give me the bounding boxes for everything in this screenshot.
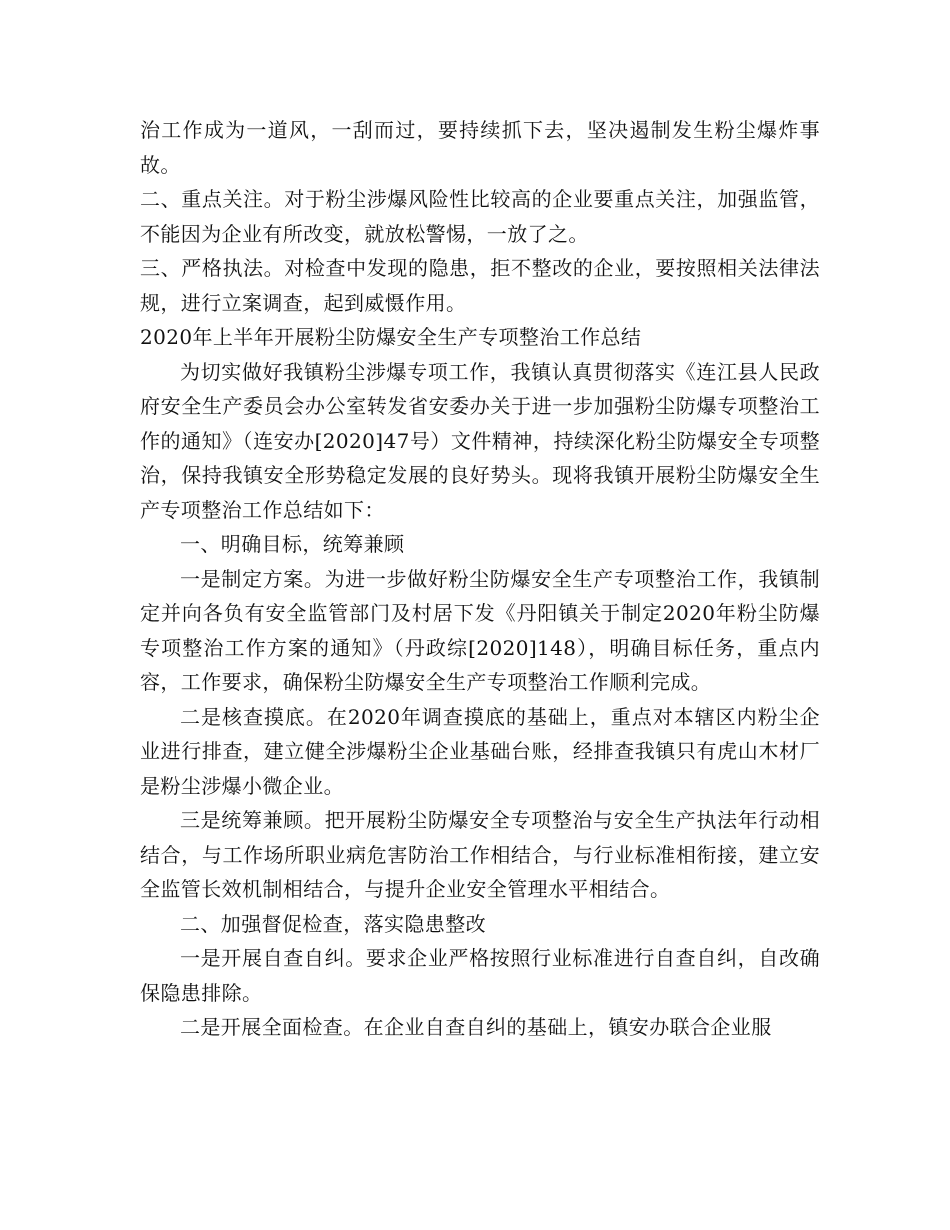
paragraph-survey: 二是核查摸底。在2020年调查摸底的基础上，重点对本辖区内粉尘企业进行排查，建立健全涉爆粉尘企业基础台账，经排查我镇只有虎山木材厂是粉尘涉爆小微企业。	[140, 704, 820, 798]
paragraph-self-check: 一是开展自查自纠。要求企业严格按照行业标准进行自查自纠，自改确保隐患排除。	[140, 946, 820, 1005]
paragraph-3: 三、严格执法。对检查中发现的隐患，拒不整改的企业，要按照相关法律法规，进行立案调查，起到威慑作用。	[140, 256, 820, 315]
document-body	[140, 113, 820, 1045]
heading-2: 二、加强督促检查，落实隐患整改	[180, 911, 486, 936]
paragraph-intro: 为切实做好我镇粉尘涉爆专项工作，我镇认真贯彻落实《连江县人民政府安全生产委员会办公室转发省安委办关于进一步加强粉尘防爆专项整治工作的通知》（连安办[2020]47号）文件精神，持续深化粉尘防爆安全专项整治，保持我镇安全形势稳定发展的良好势头。现将我镇开展粉尘防爆安全生产专项整治工作总结如下：	[140, 359, 820, 522]
paragraph-plan: 一是制定方案。为进一步做好粉尘防爆安全生产专项整治工作，我镇制定并向各负有安全监管部门及村居下发《丹阳镇关于制定2020年粉尘防爆专项整治工作方案的通知》（丹政综[2020]148），明确目标任务，重点内容，工作要求，确保粉尘防爆安全生产专项整治工作顺利完成。	[140, 566, 820, 694]
paragraph-full-check: 二是开展全面检查。在企业自查自纠的基础上，镇安办联合企业服	[180, 1015, 772, 1039]
paragraph-1: 治工作成为一道风，一刮而过，要持续抓下去，坚决遏制发生粉尘爆炸事故。	[140, 118, 820, 177]
paragraph-2: 二、重点关注。对于粉尘涉爆风险性比较高的企业要重点关注，加强监管，不能因为企业有所改变，就放松警惕，一放了之。	[140, 187, 820, 246]
heading-1: 一、明确目标，统筹兼顾	[180, 532, 405, 556]
paragraph-coordinate: 三是统筹兼顾。把开展粉尘防爆安全专项整治与安全生产执法年行动相结合，与工作场所职业病危害防治工作相结合，与行业标准相衔接，建立安全监管长效机制相结合，与提升企业安全管理水平相结合。	[140, 808, 820, 901]
section-title: 2020年上半年开展粉尘防爆安全生产专项整治工作总结	[140, 325, 642, 349]
